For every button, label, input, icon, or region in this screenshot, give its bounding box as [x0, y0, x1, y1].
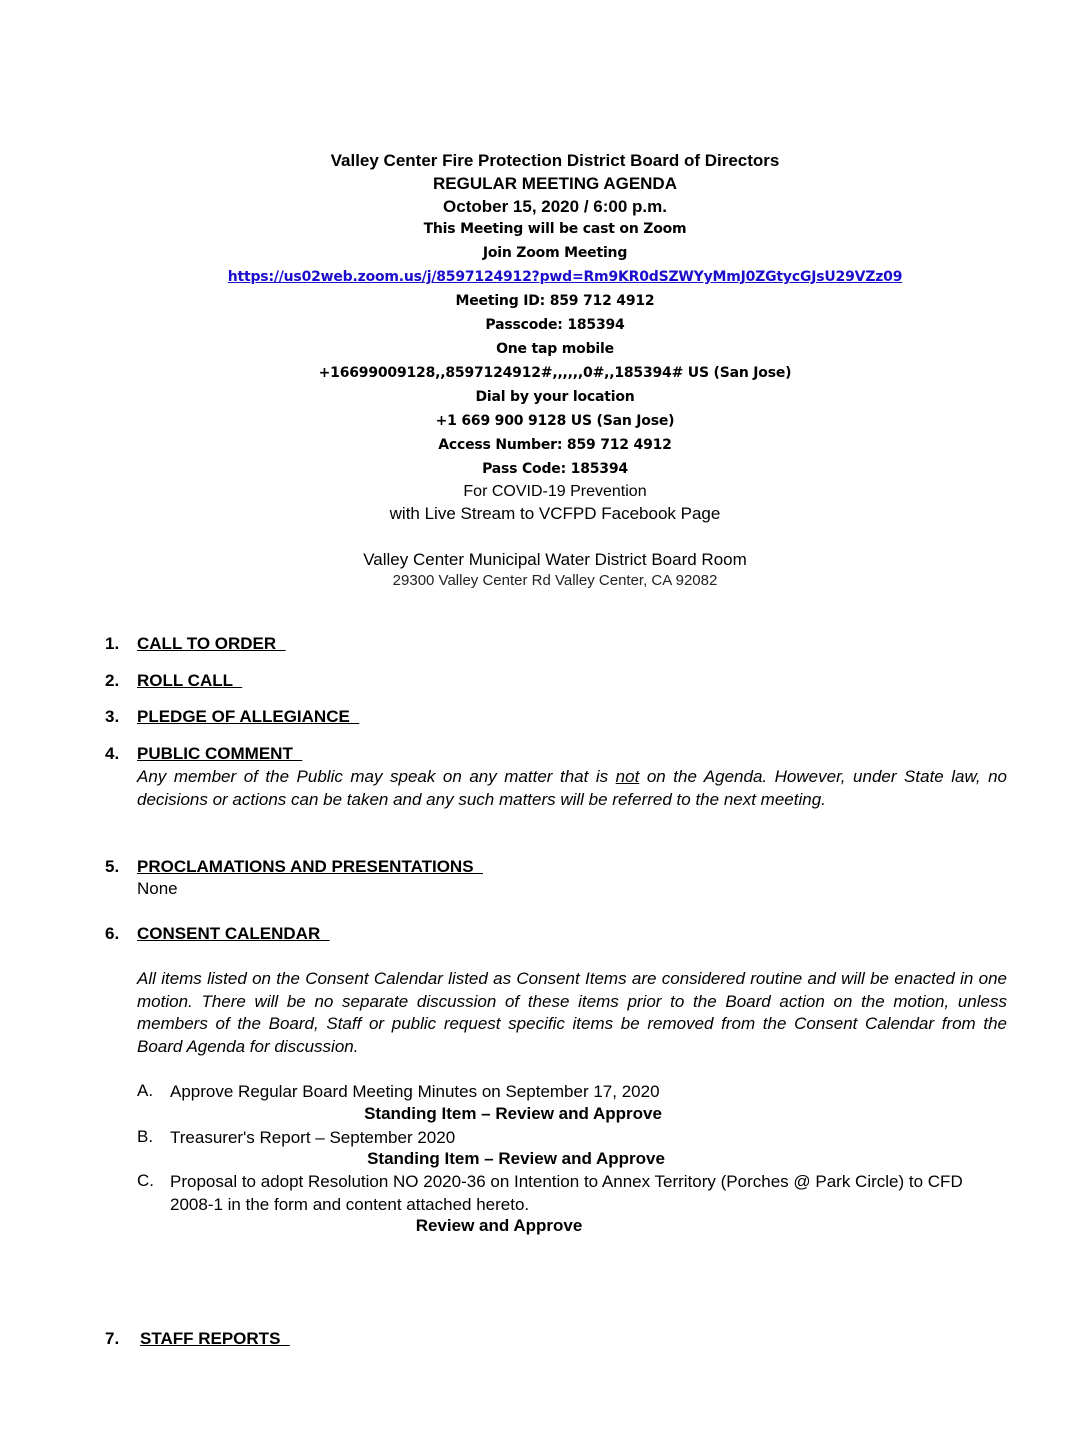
passcode: Passcode: 185394 [485, 317, 625, 333]
consent-item-letter: A. [137, 1081, 154, 1100]
section-staff-reports: STAFF REPORTS [140, 1329, 290, 1348]
section-call-to-order: CALL TO ORDER [137, 634, 286, 653]
venue-address: 29300 Valley Center Rd Valley Center, CA 92082 [392, 572, 718, 589]
section-proclamations: PROCLAMATIONS AND PRESENTATIONS [137, 857, 483, 876]
pass-code: Pass Code: 185394 [482, 461, 628, 477]
section-consent-calendar: CONSENT CALENDAR [137, 924, 330, 943]
public-comment-text [137, 766, 1007, 811]
meeting-datetime: October 15, 2020 / 6:00 p.m. [443, 197, 667, 216]
consent-item-a-text: Approve Regular Board Meeting Minutes on September 17, 2020 [170, 1082, 660, 1101]
consent-item-a-action: Standing Item – Review and Approve [364, 1104, 662, 1123]
venue-name: Valley Center Municipal Water District Board Room [363, 550, 747, 569]
consent-item-letter: B. [137, 1127, 154, 1146]
consent-item-c-text: Proposal to adopt Resolution NO 2020-36 on Intention to Annex Territory (Porches @ Park Circle) to CFD 2008-1 in the form and content attached hereto. [170, 1172, 963, 1214]
org-title: Valley Center Fire Protection District Board of Directors [330, 151, 780, 170]
section-number: 5. [105, 857, 120, 876]
consent-item-letter: C. [137, 1171, 154, 1190]
zoom-link-row [10, 269, 1088, 285]
zoom-meeting-link[interactable]: https://us02web.zoom.us/j/8597124912?pwd=Rm9KR0dSZWYyMmJ0ZGtycGJsU29VZz09 [227, 269, 903, 285]
meeting-type: REGULAR MEETING AGENDA [433, 174, 677, 193]
one-tap-number: +16699009128,,8597124912#,,,,,,0#,,185394# US (San Jose) [318, 365, 792, 381]
consent-item-b-action: Standing Item – Review and Approve [367, 1149, 665, 1168]
consent-item-b-text: Treasurer's Report – September 2020 [170, 1128, 456, 1147]
section-number: 6. [105, 924, 120, 943]
section-number: 2. [105, 671, 120, 690]
access-number: Access Number: 859 712 4912 [438, 437, 672, 453]
livestream-note: with Live Stream to VCFPD Facebook Page [389, 504, 721, 523]
consent-intro: All items listed on the Consent Calendar listed as Consent Items are considered routine and will be enacted in one motion. There will be no separate discussion of these items prior to the Board action on the motion, unless members of the Board, Staff or public request specific items be removed from the Consent Calendar from the Board Agenda for discussion. [137, 969, 1007, 1056]
consent-item-c-action: Review and Approve [415, 1216, 583, 1235]
section-public-comment: PUBLIC COMMENT [137, 744, 303, 763]
public-comment-part2: on the Agenda. However, under State law, no decisions or actions can be taken and any such matters will be referred to the next meeting. [137, 767, 1007, 809]
section-number: 7. [105, 1329, 120, 1348]
public-comment-emphasis: not [615, 767, 640, 786]
zoom-note: This Meeting will be cast on Zoom [423, 221, 687, 237]
public-comment-part1: Any member of the Public may speak on any matter that is [137, 767, 616, 786]
join-zoom-label: Join Zoom Meeting [482, 245, 628, 261]
section-number: 3. [105, 707, 120, 726]
section-number: 1. [105, 634, 120, 653]
section-pledge: PLEDGE OF ALLEGIANCE [137, 707, 360, 726]
meeting-id: Meeting ID: 859 712 4912 [455, 293, 655, 309]
proclamations-text: None [137, 879, 178, 898]
one-tap-label: One tap mobile [496, 341, 614, 357]
covid-note: For COVID-19 Prevention [463, 483, 647, 500]
section-roll-call: ROLL CALL [137, 671, 243, 690]
section-number: 4. [105, 744, 120, 763]
dial-label: Dial by your location [475, 389, 635, 405]
dial-number: +1 669 900 9128 US (San Jose) [435, 413, 675, 429]
